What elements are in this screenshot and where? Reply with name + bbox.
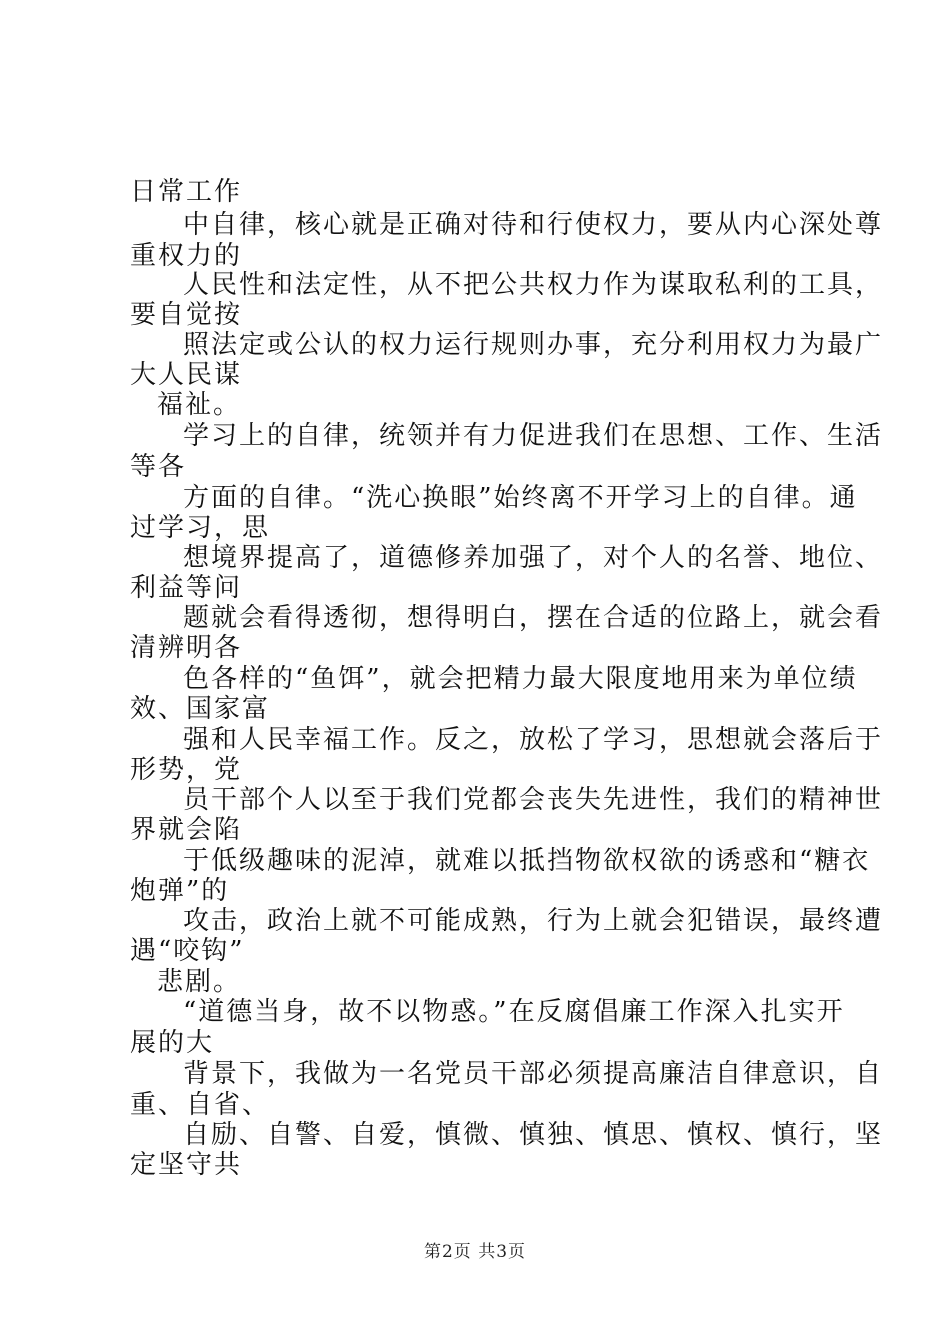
text-line: 强和人民幸福工作。反之，放松了学习，思想就会落后于	[183, 725, 884, 755]
text-line: 悲剧。	[157, 967, 242, 997]
text-line: 要自觉按	[130, 300, 243, 330]
text-line: 重权力的	[130, 241, 243, 271]
text-line: 界就会陷	[130, 815, 243, 845]
text-line: 学习上的自律，统领并有力促进我们在思想、工作、生活	[183, 421, 884, 451]
text-line: 攻击，政治上就不可能成熟，行为上就会犯错误，最终遭	[183, 906, 884, 936]
text-line: 员干部个人以至于我们党都会丧失先进性，我们的精神世	[183, 785, 884, 815]
text-line: 定坚守共	[130, 1150, 243, 1180]
text-line: 展的大	[130, 1028, 215, 1058]
text-line: 形势，党	[130, 755, 243, 785]
page-number-footer: 第2页 共3页	[423, 1242, 527, 1262]
text-line: 中自律，核心就是正确对待和行使权力，要从内心深处尊	[183, 210, 884, 240]
text-line: 题就会看得透彻，想得明白，摆在合适的位路上，就会看	[183, 603, 884, 633]
text-line: 效、国家富	[130, 694, 271, 724]
text-line: 背景下，我做为一名党员干部必须提高廉洁自律意识，自	[183, 1059, 884, 1089]
text-line: “道德当身，故不以物惑。”在反腐倡廉工作深入扎实开	[183, 997, 845, 1027]
text-line: 遇“咬钩”	[130, 936, 245, 966]
text-line: 于低级趣味的泥淖，就难以抵挡物欲权欲的诱惑和“糖衣	[183, 846, 871, 876]
text-line: 自励、自警、自爱，慎微、慎独、慎思、慎权、慎行，坚	[183, 1120, 884, 1150]
text-line: 利益等问	[130, 573, 243, 603]
text-line: 方面的自律。“洗心换眼”始终离不开学习上的自律。通	[183, 483, 858, 513]
text-line: 日常工作	[130, 177, 243, 207]
text-line: 过学习，思	[130, 513, 271, 543]
text-line: 大人民谋	[130, 360, 243, 390]
text-line: 色各样的“鱼饵”，就会把精力最大限度地用来为单位绩	[183, 664, 858, 694]
text-line: 重、自省、	[130, 1090, 271, 1120]
text-line: 等各	[130, 452, 187, 482]
text-line: 想境界提高了，道德修养加强了，对个人的名誉、地位、	[183, 543, 884, 573]
text-line: 福祉。	[157, 390, 242, 420]
text-line: 炮弹”的	[130, 876, 230, 906]
text-line: 清辨明各	[130, 633, 243, 663]
text-line: 照法定或公认的权力运行规则办事，充分利用权力为最广	[183, 330, 884, 360]
text-line: 人民性和法定性，从不把公共权力作为谋取私利的工具，	[183, 270, 884, 300]
